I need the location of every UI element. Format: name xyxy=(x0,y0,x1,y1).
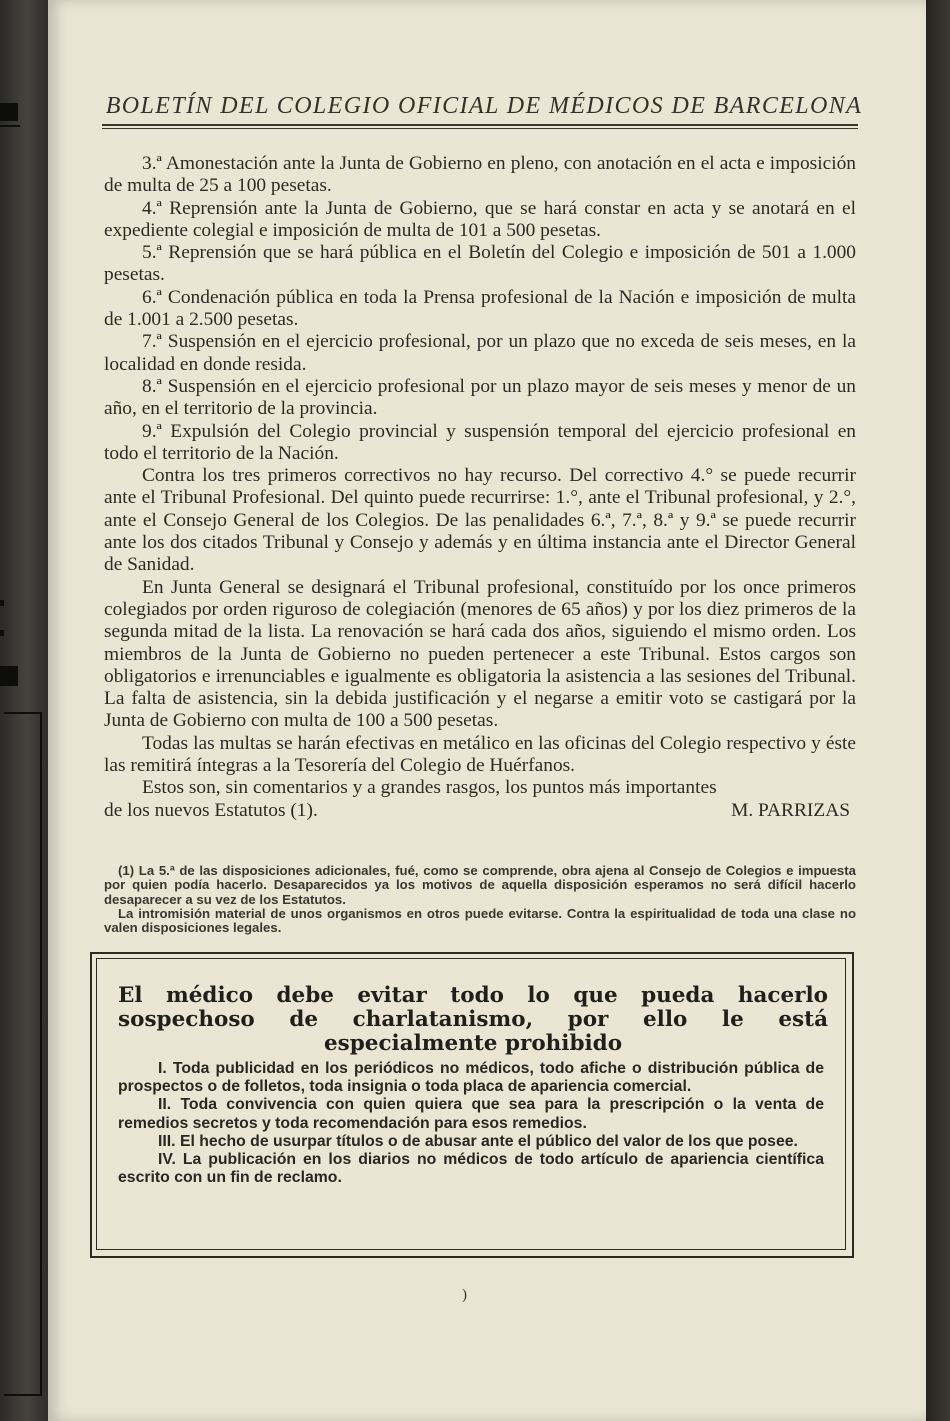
page-edge xyxy=(926,0,950,1421)
binding-mark xyxy=(0,600,4,606)
header-rule xyxy=(102,124,858,126)
notice-title: El médico debe evitar todo lo que pueda hacerlo sospechoso de charlatanismo, por ello le está especialmente prohibido xyxy=(118,983,828,1056)
header-rule xyxy=(102,128,858,129)
paragraph: Contra los tres primeros correctivos no hay recurso. Del correctivo 4.° se puede recurrir ante el Tribunal Profesional. Del quinto puede recurrirse: 1.°, ante el Tribunal profesional, y 2.°, ante el Consejo General de los Colegios. De las penalidades 6.ª, 7.ª, 8.ª y 9.ª se puede recurrir ante los dos citados Tribunal y Consejo y además y en última instancia ante el Director General de Sanidad. xyxy=(104,465,856,576)
notice-item: IV. La publicación en los diarios no médicos de todo artículo de apariencia científica escrito con un fin de reclamo. xyxy=(118,1151,824,1187)
footnote-paragraph: (1) La 5.ª de las disposiciones adicionales, fué, como se comprende, obra ajena al Consejo de Colegios e impuesta por quien podía hacerlo. Desaparecidos ya los motivos de aquella disposición esperamos no será difícil hacerlo desaparecer a su vez de los Estatutos. xyxy=(104,863,856,907)
paragraph: 3.ª Amonestación ante la Junta de Gobierno en pleno, con anotación en el acta e imposición de multa de 25 a 100 pesetas. xyxy=(104,153,856,197)
paragraph: 9.ª Expulsión del Colegio provincial y suspensión temporal del ejercicio profesional en todo el territorio de la Nación. xyxy=(104,420,856,464)
paragraph: 4.ª Reprensión ante la Junta de Gobierno, que se hará constar en acta y se anotará en el expediente colegial e imposición de multa de 101 a 500 pesetas. xyxy=(104,197,856,241)
binding-line xyxy=(0,125,20,127)
paragraph: En Junta General se designará el Tribunal profesional, constituído por los once primeros colegiados por orden riguroso de colegiación (menores de 65 años) y por los diez primeros de la segunda mitad de la lista. La renovación se hará cada dos años, siguiendo el mismo orden. Los miembros de la Junta de Gobierno no pueden pertenecer a este Tribunal. Estos cargos son obligatorios e irrenunciables e igualmente es obligatoria la asistencia a las sesiones del Tribunal. La falta de asistencia, sin la debida justificación y el negarse a emitir voto se castigará por la Junta de Gobierno con multa de 100 a 500 pesetas. xyxy=(104,576,856,732)
page-mark: ) xyxy=(462,1287,467,1303)
paragraph: 6.ª Condenación pública en toda la Prensa profesional de la Nación e imposición de multa de 1.001 a 2.500 pesetas. xyxy=(104,286,856,331)
page-header: BOLETÍN DEL COLEGIO OFICIAL DE MÉDICOS DE BARCELONA xyxy=(105,93,863,119)
notice-item: III. El hecho de usurpar títulos o de abusar ante el público del valor de los que posee. xyxy=(158,1132,798,1150)
closing-paragraph: Estos son, sin comentarios y a grandes rasgos, los puntos más importantes xyxy=(142,777,717,799)
paragraph: 5.ª Reprensión que se hará pública en el Boletín del Colegio e imposición de 501 a 1.000 pesetas. xyxy=(104,242,856,286)
binding-frame xyxy=(4,712,42,1396)
paragraph: 7.ª Suspensión en el ejercicio profesional, por un plazo que no exceda de seis meses, en la localidad en donde resida. xyxy=(104,331,856,375)
binding-tab xyxy=(0,666,18,686)
paragraph: 8.ª Suspensión en el ejercicio profesional por un plazo mayor de seis meses y menor de un año, en el territorio de la provincia. xyxy=(104,375,856,420)
paragraph: Todas las multas se harán efectivas en metálico en las oficinas del Colegio respectivo y éste las remitirá íntegras a la Tesorería del Colegio de Huérfanos. xyxy=(104,732,856,777)
article-body xyxy=(104,153,856,822)
notice-list xyxy=(118,1060,824,1187)
binding-mark xyxy=(0,630,4,636)
footnote-paragraph: La intromisión material de unos organismos en otros puede evitarse. Contra la espiritualidad de toda una clase no valen disposiciones legales. xyxy=(104,905,856,936)
author-signature: M. PARRIZAS xyxy=(731,799,850,821)
footnote xyxy=(104,864,856,935)
closing-text: de los nuevos Estatutos (1). xyxy=(104,799,318,821)
signature-line xyxy=(104,800,856,822)
notice-item: I. Toda publicidad en los periódicos no médicos, todo afiche o distribución pública de prospectos o de folletos, toda insignia o toda placa de apariencia comercial. xyxy=(118,1060,824,1096)
binding-tab xyxy=(0,103,18,121)
notice-item: II. Toda convivencia con quien quiera que sea para la prescripción o la venta de remedios secretos y toda recomendación para esos remedios. xyxy=(118,1096,824,1132)
